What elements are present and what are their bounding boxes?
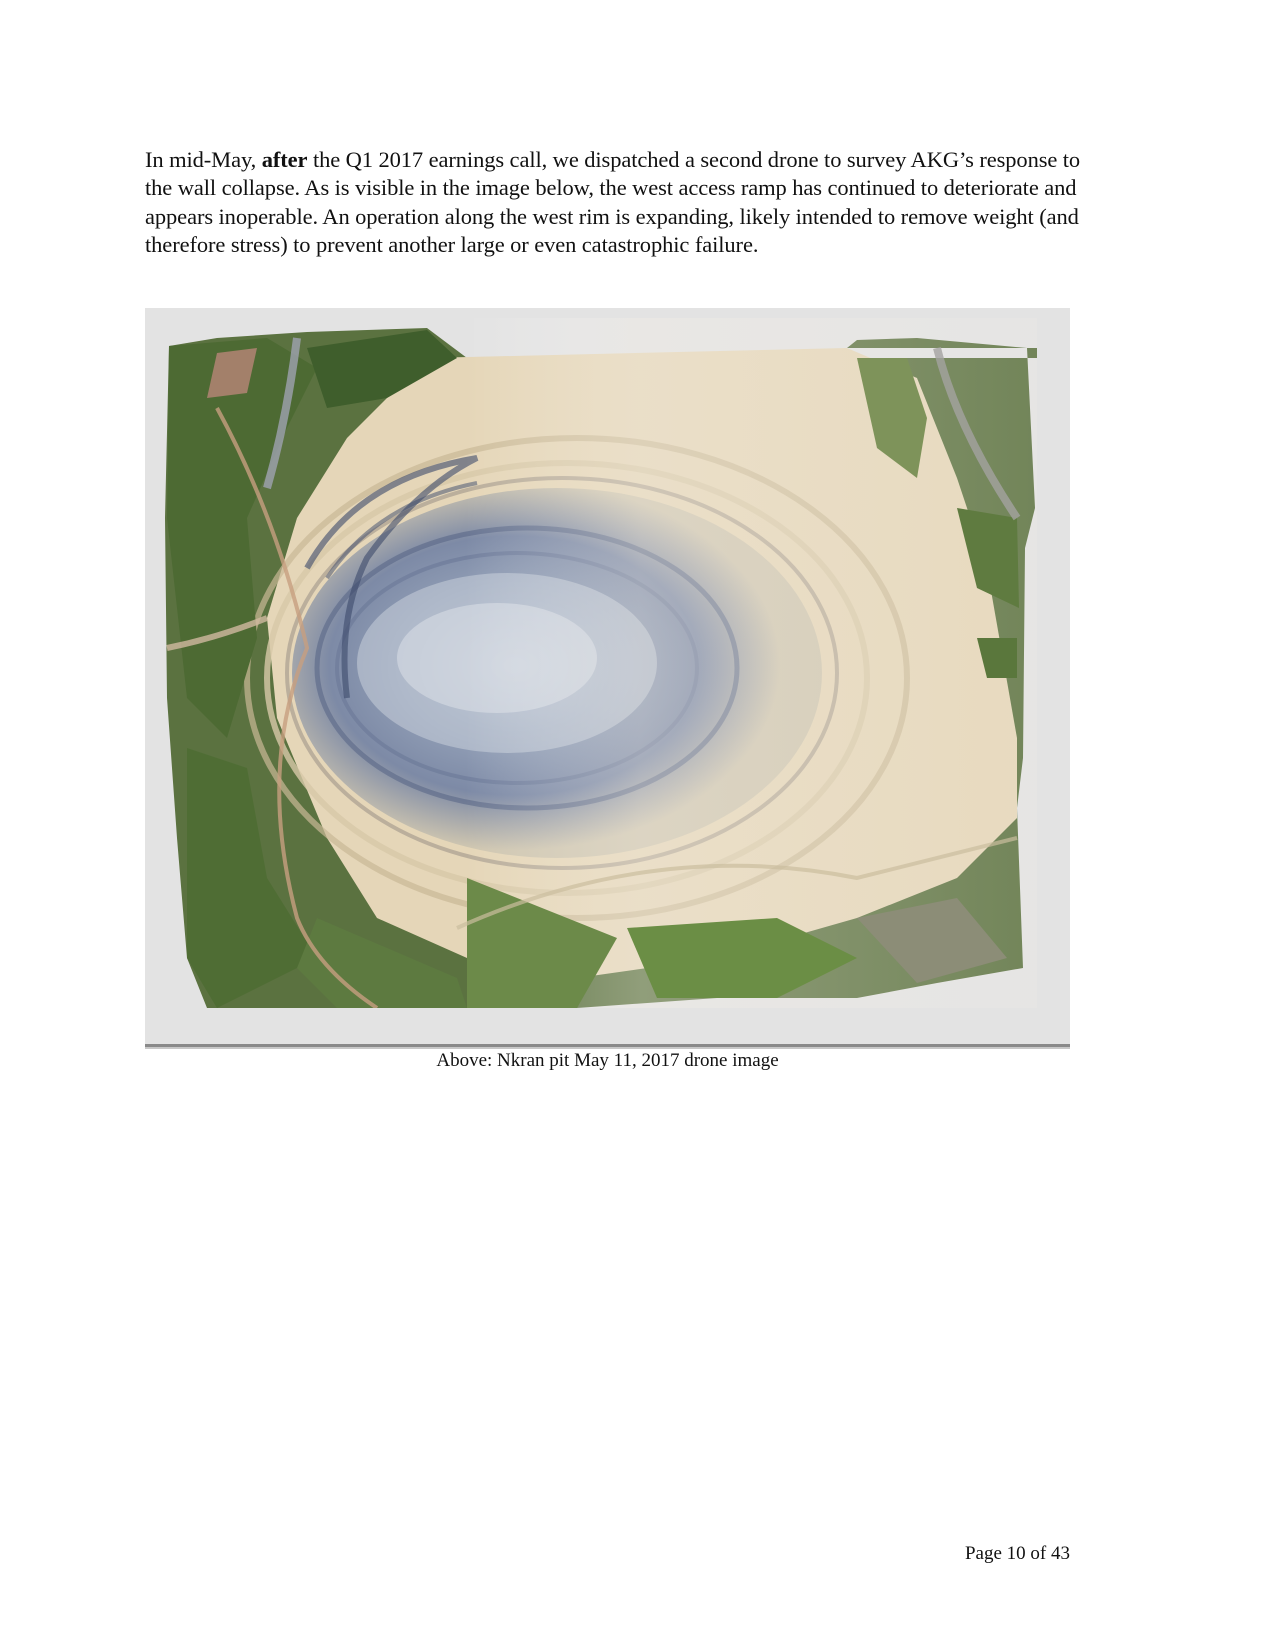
paragraph-bold-word: after: [261, 147, 308, 172]
page-number: Page 10 of 43: [964, 1543, 1070, 1564]
caption-text: Above: Nkran pit May 11, 2017 drone image: [436, 1050, 779, 1071]
paragraph-prefix: In mid-May,: [145, 147, 262, 172]
figure-frame: [145, 308, 1070, 1047]
paragraph-suffix: the Q1 2017 earnings call, we dispatched a second drone to survey AKG’s response to the wall collapse. As is visible in the image below, the west access ramp has continued to deteriorate and appears inoperable. An operation along the west rim is expanding, likely intended to remove weight (and therefore stress) to prevent another large or even catastrophic failure.: [145, 147, 1081, 257]
figure-caption: [0, 1050, 1275, 1072]
drone-image-nkran-pit: [157, 318, 1037, 1008]
body-paragraph: [145, 146, 1085, 259]
